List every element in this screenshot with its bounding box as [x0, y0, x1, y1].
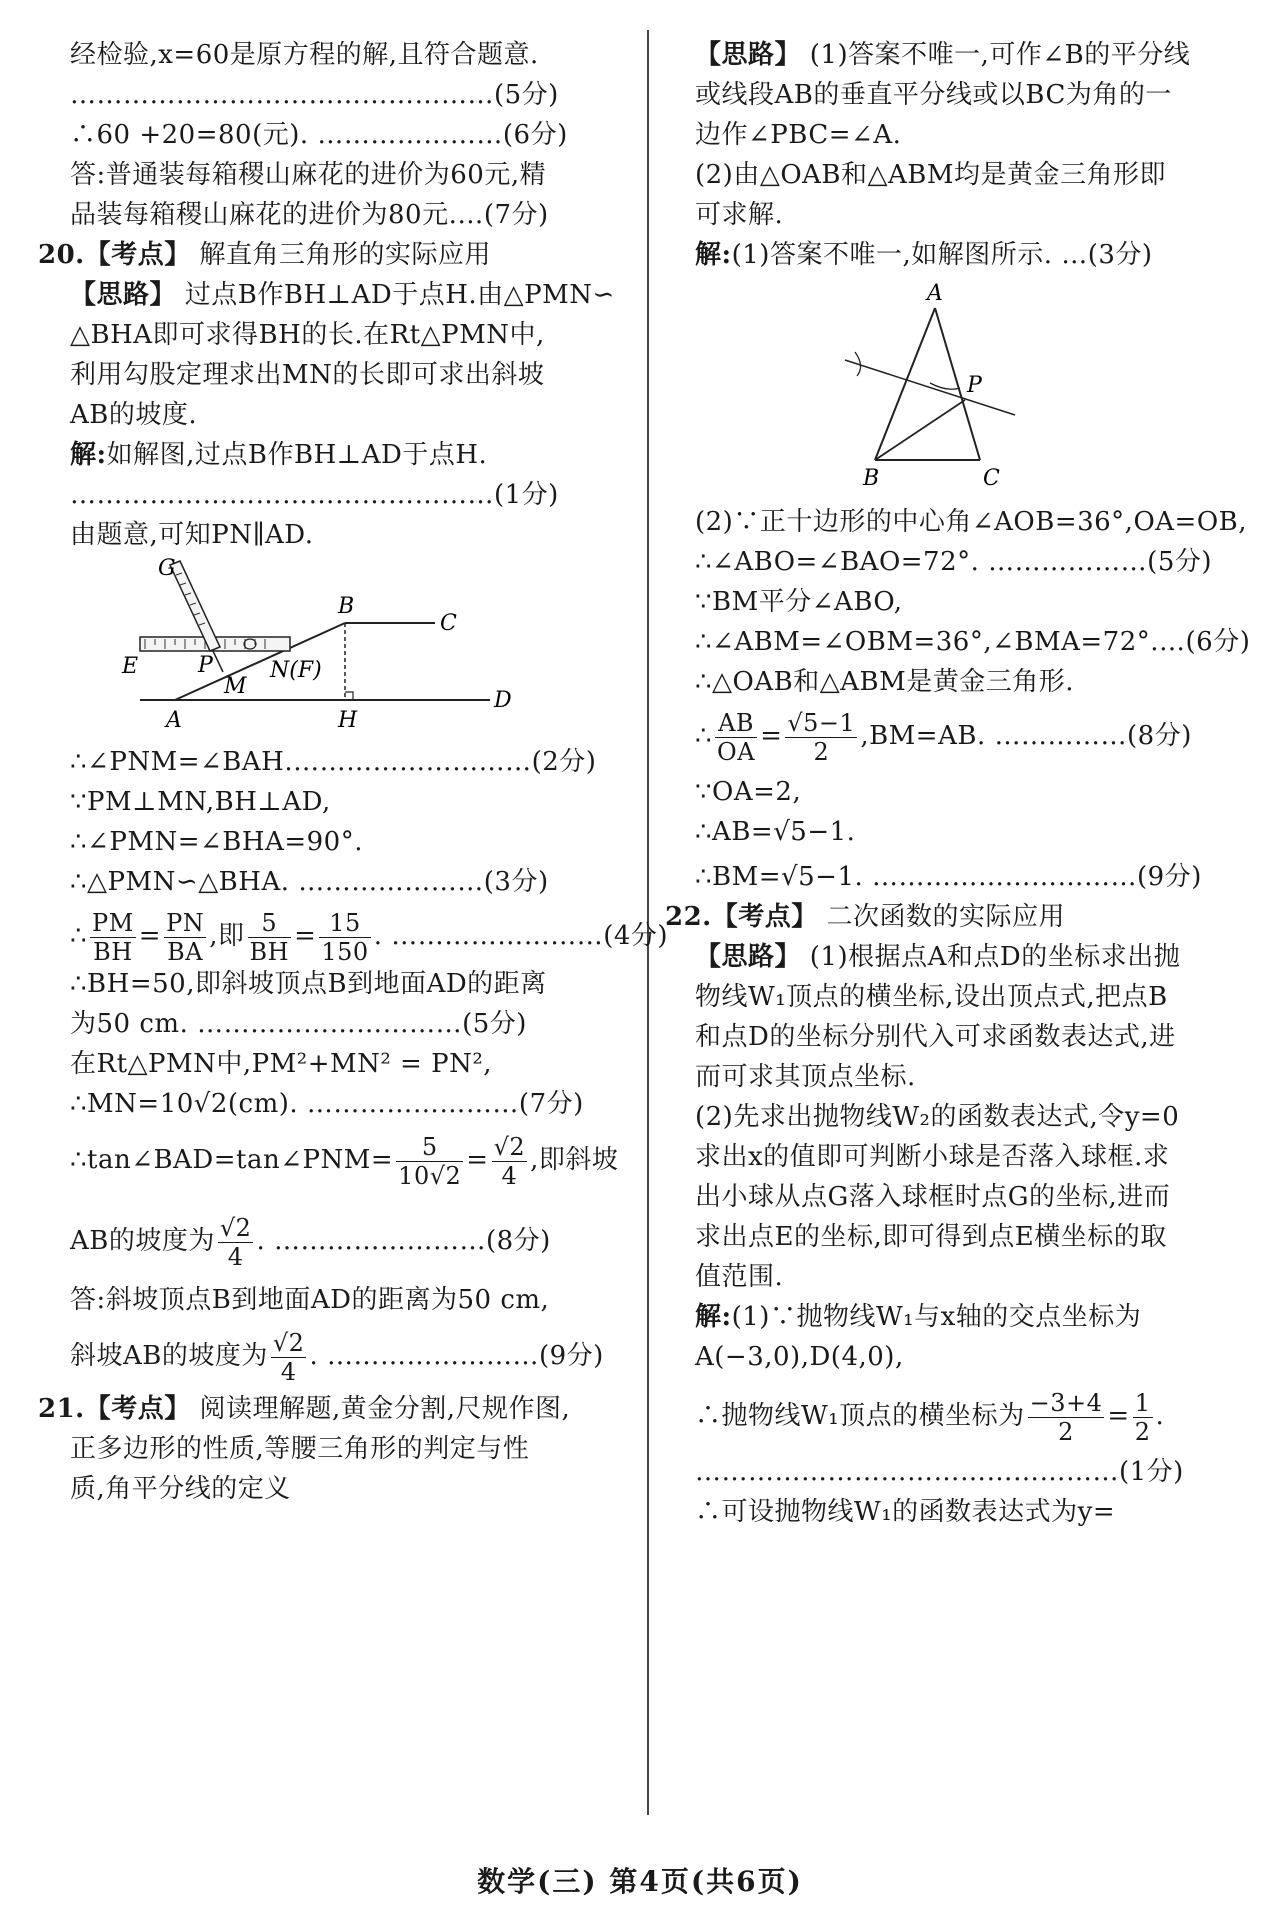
- text-span: .: [1155, 1401, 1165, 1431]
- silu-line: 求出点E的坐标,即可得到点E横坐标的取: [695, 1222, 1167, 1252]
- denominator: 10√2: [398, 1161, 462, 1190]
- text-line: ∵OA=2,: [695, 777, 802, 807]
- silu-tag: 【思路】: [695, 40, 802, 70]
- denominator: 2: [1134, 1417, 1151, 1446]
- text-line: ∴△PMN∽△BHA. …………………(3分): [70, 867, 549, 897]
- text-line: 由题意,可知PN∥AD.: [70, 520, 314, 550]
- figure-q21-triangle: [835, 280, 1095, 500]
- silu-line: 出小球从点G落入球框时点G的坐标,进而: [695, 1182, 1171, 1212]
- text-line: ∴MN=10√2(cm). ……………………(7分): [70, 1089, 584, 1119]
- page-footer: 数学(三) 第4页(共6页): [477, 1865, 803, 1898]
- jie-tag: 解:: [695, 240, 732, 270]
- solution-line: [695, 238, 1153, 272]
- label-e: E: [122, 654, 139, 679]
- fraction: [271, 1329, 307, 1386]
- text-span: . ……………………(9分): [309, 1341, 604, 1371]
- text-span: AB的坡度为: [70, 1226, 215, 1256]
- silu-line: AB的坡度.: [70, 400, 198, 430]
- denominator: 2: [813, 737, 830, 766]
- denominator: 150: [321, 937, 369, 966]
- construction-line: [845, 360, 1015, 415]
- kaodian-text: 二次函数的实际应用: [826, 902, 1066, 932]
- kaodian-tag: 【考点】: [84, 1394, 191, 1424]
- fraction-line: [70, 1210, 551, 1272]
- text-line: ∵PM⊥MN,BH⊥AD,: [70, 787, 331, 817]
- numerator: −3+4: [1029, 1388, 1103, 1417]
- kaodian-text: 解直角三角形的实际应用: [199, 240, 492, 270]
- text-span: ,即斜坡: [530, 1145, 619, 1175]
- text-line: 在Rt△PMN中,PM²+MN² = PN²,: [70, 1049, 493, 1079]
- silu-line: 利用勾股定理求出MN的长即可求出斜坡: [70, 360, 545, 390]
- numerator: PN: [166, 908, 205, 937]
- fraction: [90, 909, 136, 966]
- silu-line: △BHA即可求得BH的长.在Rt△PMN中,: [70, 320, 545, 350]
- kaodian-line: 质,角平分线的定义: [70, 1474, 291, 1504]
- text-span: ∴: [695, 721, 713, 751]
- question-number: 20.: [38, 240, 85, 270]
- line-bp: [875, 400, 965, 460]
- label-b: B: [338, 594, 355, 619]
- question-20-kaodian: [38, 238, 491, 272]
- figure-q20-slope: [110, 555, 530, 740]
- text-span: ∴抛物线W₁顶点的横坐标为: [695, 1401, 1025, 1431]
- score-line: …………………………………………(1分): [70, 480, 559, 510]
- text-line: 品装每箱稷山麻花的进价为80元.…(7分): [70, 200, 549, 230]
- label-d: D: [494, 688, 512, 713]
- numerator: PM: [92, 908, 134, 937]
- silu-line: 求出x的值即可判断小球是否落入球框.求: [695, 1142, 1170, 1172]
- label-m: M: [224, 674, 247, 699]
- text-line: ∴60 +20=80(元). …………………(6分): [70, 120, 568, 150]
- kaodian-line: 正多边形的性质,等腰三角形的判定与性: [70, 1434, 530, 1464]
- fraction: [164, 909, 206, 966]
- label-n: N(F): [270, 658, 322, 683]
- text-line: ∴AB=√5−1.: [695, 817, 856, 847]
- denominator: OA: [717, 737, 756, 766]
- silu-line: 值范围.: [695, 1262, 784, 1292]
- text-span: 斜坡AB的坡度为: [70, 1341, 268, 1371]
- label-p: P: [198, 653, 213, 678]
- question-number: 22.: [665, 902, 712, 932]
- label-p: P: [967, 373, 982, 398]
- fraction: [319, 909, 370, 966]
- label-g: G: [158, 556, 176, 581]
- fraction-line: ∴tan∠BAD=tan∠PNM= $\frac{5}{10√2}$ = $\frac{√2}{4}$ ,即斜坡: [70, 1132, 619, 1190]
- numerator: 15: [319, 909, 370, 938]
- silu-text: (1)答案不唯一,可作∠B的平分线: [809, 40, 1191, 70]
- silu-line: 可求解.: [695, 200, 784, 230]
- fraction-line: [70, 1325, 604, 1387]
- numerator: √2: [272, 1328, 305, 1357]
- text-span: . ……………………(8分): [256, 1226, 551, 1256]
- silu-line: [70, 278, 615, 312]
- fraction-line: ∴ $\frac{AB}{OA}$ = $\frac{√5-1}{2}$ ,BM=AB. ……………(8分): [695, 708, 1192, 766]
- fraction: [396, 1133, 463, 1190]
- solution-line: [70, 438, 487, 472]
- score-line: …………………………………………(1分): [695, 1457, 1184, 1487]
- silu-tag: 【思路】: [695, 942, 802, 972]
- kaodian-tag: 【考点】: [711, 902, 818, 932]
- score-line: …………………………………………(5分): [70, 80, 559, 110]
- label-h: H: [338, 708, 358, 733]
- text-line: 为50 cm. …………………………(5分): [70, 1009, 527, 1039]
- text-line: ∴∠PMN=∠BHA=90°.: [70, 827, 363, 857]
- text-line: ∴可设抛物线W₁的函数表达式为y=: [695, 1497, 1116, 1527]
- line-pm: [213, 651, 223, 672]
- denominator: BH: [249, 937, 290, 966]
- text-line: ∴BH=50,即斜坡顶点B到地面AD的距离: [70, 969, 547, 999]
- denominator: 4: [280, 1357, 297, 1386]
- text-line: (2)∵正十边形的中心角∠AOB=36°,OA=OB,: [695, 507, 1248, 537]
- text-line: ∴∠PNM=∠BAH.………………………(2分): [70, 747, 597, 777]
- jie-tag: 解:: [695, 1302, 732, 1332]
- fraction: [1133, 1389, 1153, 1446]
- fraction: [785, 709, 857, 766]
- text-line: ∴∠ABO=∠BAO=72°. ………………(5分): [695, 547, 1213, 577]
- silu-line: (2)先求出抛物线W₂的函数表达式,令y=0: [695, 1102, 1180, 1132]
- denominator: 4: [227, 1242, 244, 1271]
- kaodian-tag: 【考点】: [84, 240, 191, 270]
- question-22-kaodian: [665, 900, 1065, 934]
- silu-line: 边作∠PBC=∠A.: [695, 120, 902, 150]
- text-span: ,即: [209, 921, 245, 951]
- label-c: C: [440, 611, 457, 636]
- numerator: √2: [219, 1213, 252, 1242]
- denominator: BH: [93, 937, 133, 966]
- solution-line: [695, 1300, 1141, 1334]
- fraction: [1028, 1389, 1105, 1446]
- silu-text: 过点B作BH⊥AD于点H.由△PMN∽: [184, 280, 615, 310]
- denominator: 2: [1058, 1417, 1074, 1446]
- label-b: B: [863, 466, 880, 491]
- numerator: √2: [493, 1132, 526, 1161]
- text-line: 答:普通装每箱稷山麻花的进价为60元,精: [70, 160, 547, 190]
- silu-line: (2)由△OAB和△ABM均是黄金三角形即: [695, 160, 1167, 190]
- label-a: A: [166, 708, 182, 733]
- text-span: ,BM=AB. ……………(8分): [860, 721, 1192, 751]
- label-a: A: [927, 281, 943, 306]
- silu-line: 物线W₁顶点的横坐标,设出顶点式,把点B: [695, 982, 1168, 1012]
- text-line: ∴∠ABM=∠OBM=36°,∠BMA=72°.…(6分): [695, 627, 1251, 657]
- silu-line: 而可求其顶点坐标.: [695, 1062, 916, 1092]
- right-angle-mark: [345, 692, 353, 700]
- denominator: BA: [167, 937, 204, 966]
- kaodian-text: 阅读理解题,黄金分割,尺规作图,: [199, 1394, 571, 1424]
- silu-line: 或线段AB的垂直平分线或以BC为角的一: [695, 80, 1172, 110]
- text-line: A(−3,0),D(4,0),: [695, 1342, 904, 1372]
- solution-text: (1)∵抛物线W₁与x轴的交点坐标为: [731, 1302, 1142, 1332]
- label-c: C: [983, 466, 1000, 491]
- fraction: [492, 1133, 528, 1190]
- silu-line: 和点D的坐标分别代入可求函数表达式,进: [695, 1022, 1176, 1052]
- solution-text: (1)答案不唯一,如解图所示. …(3分): [731, 240, 1153, 270]
- numerator: 5: [248, 909, 292, 938]
- solution-text: 如解图,过点B作BH⊥AD于点H.: [106, 440, 488, 470]
- question-number: 21.: [38, 1394, 85, 1424]
- text-span: . ……………………(4分): [373, 921, 669, 951]
- silu-line: [695, 940, 1180, 974]
- fraction-line: ∴抛物线W₁顶点的横坐标为 $\frac{-3+4}{2}$ = $\frac{1}{2}$ .: [695, 1388, 1165, 1446]
- answer-line: 答:斜坡顶点B到地面AD的距离为50 cm,: [70, 1285, 550, 1315]
- text-span: ∴tan∠BAD=tan∠PNM=: [70, 1145, 394, 1175]
- fraction: [218, 1214, 254, 1271]
- numerator: AB: [715, 709, 757, 738]
- numerator: √5−1: [787, 708, 856, 737]
- fraction: [248, 909, 292, 966]
- numerator: 5: [396, 1133, 463, 1162]
- question-21-kaodian: [38, 1392, 570, 1426]
- fraction: [715, 709, 757, 766]
- side-ab: [875, 308, 935, 460]
- text-line: ∴△OAB和△ABM是黄金三角形.: [695, 667, 1075, 697]
- silu-tag: 【思路】: [70, 280, 177, 310]
- jie-tag: 解:: [70, 440, 107, 470]
- text-line: ∵BM平分∠ABO,: [695, 587, 903, 617]
- text-line: ∴BM=√5−1. …………………………(9分): [695, 862, 1202, 892]
- text-span: ∴: [70, 921, 88, 951]
- silu-text: (1)根据点A和点D的坐标求出抛: [809, 942, 1181, 972]
- silu-line: [695, 38, 1190, 72]
- numerator: 1: [1134, 1388, 1151, 1417]
- fraction-line: ∴ $\frac{PM}{BH}$ = $\frac{PN}{BA}$ ,即 $\frac{5}{BH}$ = $\frac{15}{150}$ . ……………………(4分): [70, 908, 669, 966]
- denominator: 4: [501, 1161, 518, 1190]
- text-line: 经检验,x=60是原方程的解,且符合题意.: [70, 40, 539, 70]
